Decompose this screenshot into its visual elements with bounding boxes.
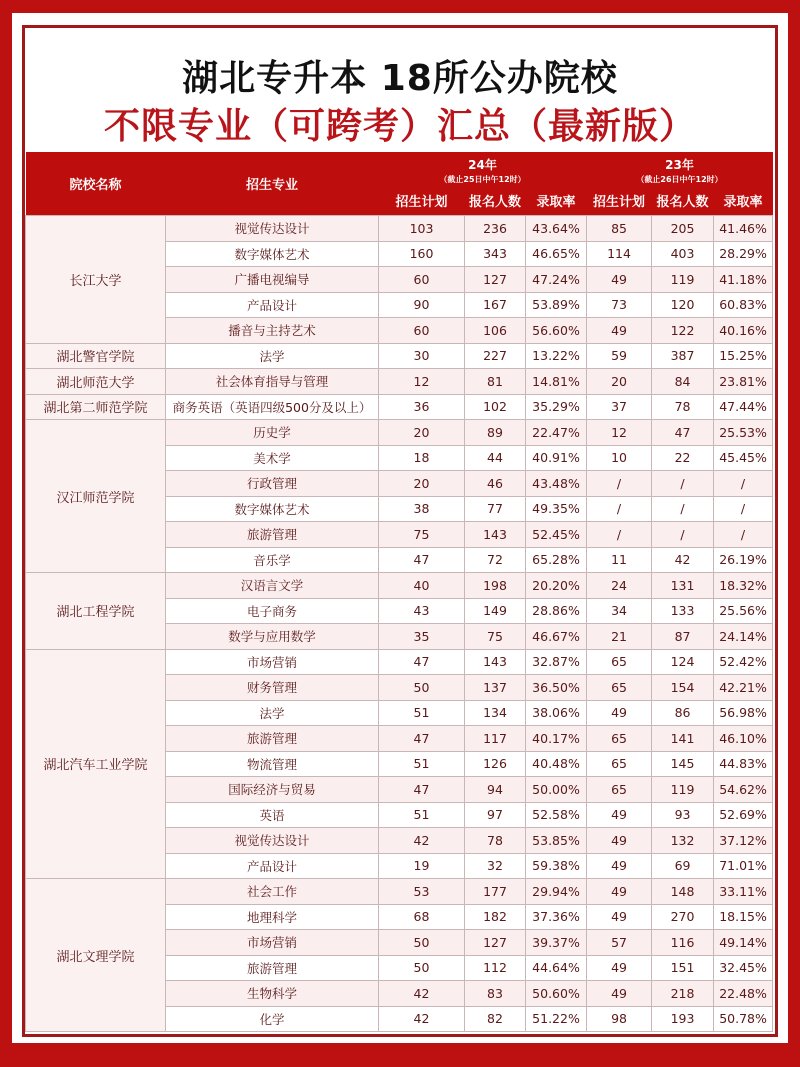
rate-23-cell: 23.81% <box>714 369 773 395</box>
applicants-24-cell: 102 <box>465 394 526 420</box>
major-cell: 物流管理 <box>166 751 379 777</box>
applicants-24-cell: 117 <box>465 726 526 752</box>
rate-23-cell: 45.45% <box>714 445 773 471</box>
rate-23-cell: / <box>714 522 773 548</box>
plan-24-cell: 20 <box>379 471 465 497</box>
applicants-23-cell: 78 <box>652 394 714 420</box>
rate-23-cell: 40.16% <box>714 318 773 344</box>
major-cell: 美术学 <box>166 445 379 471</box>
rate-23-cell: 18.15% <box>714 904 773 930</box>
rate-23-cell: 41.46% <box>714 216 773 242</box>
applicants-24-cell: 167 <box>465 292 526 318</box>
page-title: 湖北专升本 18所公办院校 <box>182 58 618 99</box>
major-cell: 法学 <box>166 343 379 369</box>
applicants-24-cell: 94 <box>465 777 526 803</box>
applicants-23-cell: 87 <box>652 624 714 650</box>
major-cell: 产品设计 <box>166 292 379 318</box>
table-row <box>26 369 773 395</box>
rate-24-cell: 43.64% <box>526 216 587 242</box>
major-cell: 广播电视编导 <box>166 267 379 293</box>
applicants-23-cell: 205 <box>652 216 714 242</box>
major-cell: 国际经济与贸易 <box>166 777 379 803</box>
rate-24-cell: 40.17% <box>526 726 587 752</box>
rate-24-cell: 39.37% <box>526 930 587 956</box>
poster-frame <box>22 25 778 1037</box>
major-cell: 汉语言文学 <box>166 573 379 599</box>
rate-23-cell: 44.83% <box>714 751 773 777</box>
rate-24-cell: 49.35% <box>526 496 587 522</box>
plan-23-cell: 57 <box>587 930 652 956</box>
applicants-23-cell: 86 <box>652 700 714 726</box>
applicants-23-cell: 132 <box>652 828 714 854</box>
plan-23-cell: 49 <box>587 318 652 344</box>
applicants-23-cell: 193 <box>652 1006 714 1032</box>
applicants-24-cell: 182 <box>465 904 526 930</box>
rate-23-cell: 15.25% <box>714 343 773 369</box>
major-cell: 音乐学 <box>166 547 379 573</box>
plan-23-cell: 65 <box>587 726 652 752</box>
school-name-cell: 湖北师范大学 <box>26 369 166 395</box>
rate-24-cell: 40.91% <box>526 445 587 471</box>
applicants-24-cell: 112 <box>465 955 526 981</box>
plan-24-cell: 20 <box>379 420 465 446</box>
rate-24-cell: 52.45% <box>526 522 587 548</box>
applicants-23-cell: 218 <box>652 981 714 1007</box>
applicants-23-cell: / <box>652 471 714 497</box>
rate-23-cell: 56.98% <box>714 700 773 726</box>
header-plan-23: 招生计划 <box>587 185 652 216</box>
plan-23-cell: 65 <box>587 649 652 675</box>
applicants-24-cell: 75 <box>465 624 526 650</box>
rate-23-cell: / <box>714 496 773 522</box>
plan-23-cell: 37 <box>587 394 652 420</box>
applicants-23-cell: 122 <box>652 318 714 344</box>
major-cell: 化学 <box>166 1006 379 1032</box>
major-cell: 市场营销 <box>166 649 379 675</box>
rate-23-cell: 32.45% <box>714 955 773 981</box>
rate-24-cell: 44.64% <box>526 955 587 981</box>
applicants-23-cell: 47 <box>652 420 714 446</box>
applicants-24-cell: 89 <box>465 420 526 446</box>
applicants-24-cell: 127 <box>465 267 526 293</box>
applicants-24-cell: 143 <box>465 522 526 548</box>
applicants-23-cell: 145 <box>652 751 714 777</box>
header-rate-23: 录取率 <box>714 185 773 216</box>
major-cell: 历史学 <box>166 420 379 446</box>
major-cell: 视觉传达设计 <box>166 216 379 242</box>
rate-23-cell: 41.18% <box>714 267 773 293</box>
applicants-23-cell: 270 <box>652 904 714 930</box>
plan-23-cell: 65 <box>587 777 652 803</box>
plan-23-cell: 59 <box>587 343 652 369</box>
applicants-23-cell: 387 <box>652 343 714 369</box>
table-row <box>26 420 773 446</box>
plan-24-cell: 12 <box>379 369 465 395</box>
rate-23-cell: 24.14% <box>714 624 773 650</box>
table-row <box>26 649 773 675</box>
plan-24-cell: 30 <box>379 343 465 369</box>
plan-23-cell: 24 <box>587 573 652 599</box>
plan-24-cell: 51 <box>379 751 465 777</box>
applicants-24-cell: 81 <box>465 369 526 395</box>
major-cell: 财务管理 <box>166 675 379 701</box>
major-cell: 产品设计 <box>166 853 379 879</box>
plan-23-cell: 49 <box>587 981 652 1007</box>
applicants-23-cell: 22 <box>652 445 714 471</box>
applicants-24-cell: 82 <box>465 1006 526 1032</box>
rate-23-cell: 25.53% <box>714 420 773 446</box>
applicants-23-cell: 124 <box>652 649 714 675</box>
rate-24-cell: 65.28% <box>526 547 587 573</box>
applicants-23-cell: 120 <box>652 292 714 318</box>
plan-24-cell: 40 <box>379 573 465 599</box>
plan-24-cell: 42 <box>379 981 465 1007</box>
major-cell: 社会工作 <box>166 879 379 905</box>
rate-24-cell: 32.87% <box>526 649 587 675</box>
applicants-24-cell: 236 <box>465 216 526 242</box>
table-row <box>26 879 773 905</box>
applicants-24-cell: 134 <box>465 700 526 726</box>
table-body <box>26 216 773 1032</box>
plan-24-cell: 50 <box>379 930 465 956</box>
applicants-23-cell: 154 <box>652 675 714 701</box>
plan-23-cell: 98 <box>587 1006 652 1032</box>
plan-23-cell: 20 <box>587 369 652 395</box>
plan-23-cell: 49 <box>587 853 652 879</box>
applicants-24-cell: 83 <box>465 981 526 1007</box>
plan-24-cell: 90 <box>379 292 465 318</box>
rate-23-cell: 18.32% <box>714 573 773 599</box>
applicants-24-cell: 126 <box>465 751 526 777</box>
applicants-23-cell: 119 <box>652 267 714 293</box>
plan-23-cell: / <box>587 496 652 522</box>
applicants-23-cell: 119 <box>652 777 714 803</box>
applicants-24-cell: 177 <box>465 879 526 905</box>
rate-23-cell: 46.10% <box>714 726 773 752</box>
poster-sheet <box>12 13 788 1043</box>
plan-23-cell: 49 <box>587 828 652 854</box>
plan-23-cell: 65 <box>587 751 652 777</box>
applicants-24-cell: 44 <box>465 445 526 471</box>
major-cell: 社会体育指导与管理 <box>166 369 379 395</box>
applicants-24-cell: 32 <box>465 853 526 879</box>
applicants-23-cell: 116 <box>652 930 714 956</box>
rate-23-cell: 26.19% <box>714 547 773 573</box>
rate-24-cell: 56.60% <box>526 318 587 344</box>
plan-24-cell: 42 <box>379 1006 465 1032</box>
plan-24-cell: 75 <box>379 522 465 548</box>
plan-24-cell: 35 <box>379 624 465 650</box>
applicants-24-cell: 343 <box>465 241 526 267</box>
rate-24-cell: 52.58% <box>526 802 587 828</box>
school-name-cell: 湖北警官学院 <box>26 343 166 369</box>
rate-23-cell: 71.01% <box>714 853 773 879</box>
applicants-23-cell: 133 <box>652 598 714 624</box>
rate-23-cell: 25.56% <box>714 598 773 624</box>
header-applicants-23: 报名人数 <box>652 185 714 216</box>
plan-24-cell: 51 <box>379 700 465 726</box>
header-rate-24: 录取率 <box>526 185 587 216</box>
plan-23-cell: 65 <box>587 675 652 701</box>
major-cell: 播音与主持艺术 <box>166 318 379 344</box>
plan-24-cell: 60 <box>379 318 465 344</box>
major-cell: 视觉传达设计 <box>166 828 379 854</box>
applicants-23-cell: 131 <box>652 573 714 599</box>
applicants-24-cell: 143 <box>465 649 526 675</box>
header-year-23-note: （截止26日中午12时） <box>587 173 773 185</box>
rate-23-cell: 60.83% <box>714 292 773 318</box>
applicants-23-cell: 141 <box>652 726 714 752</box>
header-year-24: 24年 <box>379 152 587 173</box>
rate-24-cell: 47.24% <box>526 267 587 293</box>
rate-24-cell: 50.00% <box>526 777 587 803</box>
rate-24-cell: 22.47% <box>526 420 587 446</box>
header-major: 招生专业 <box>166 152 379 216</box>
rate-23-cell: 50.78% <box>714 1006 773 1032</box>
header-year-23: 23年 <box>587 152 773 173</box>
page-subtitle: 不限专业（可跨考）汇总（最新版） <box>103 106 696 147</box>
applicants-24-cell: 198 <box>465 573 526 599</box>
plan-23-cell: 12 <box>587 420 652 446</box>
rate-24-cell: 40.48% <box>526 751 587 777</box>
rate-23-cell: 47.44% <box>714 394 773 420</box>
plan-23-cell: 34 <box>587 598 652 624</box>
school-name-cell: 汉江师范学院 <box>26 420 166 573</box>
plan-23-cell: 49 <box>587 904 652 930</box>
rate-24-cell: 46.67% <box>526 624 587 650</box>
plan-24-cell: 103 <box>379 216 465 242</box>
plan-23-cell: 49 <box>587 267 652 293</box>
rate-24-cell: 28.86% <box>526 598 587 624</box>
plan-23-cell: 49 <box>587 802 652 828</box>
major-cell: 生物科学 <box>166 981 379 1007</box>
rate-23-cell: / <box>714 471 773 497</box>
major-cell: 数字媒体艺术 <box>166 241 379 267</box>
plan-24-cell: 19 <box>379 853 465 879</box>
rate-23-cell: 33.11% <box>714 879 773 905</box>
plan-24-cell: 47 <box>379 649 465 675</box>
plan-23-cell: 21 <box>587 624 652 650</box>
rate-24-cell: 20.20% <box>526 573 587 599</box>
applicants-24-cell: 46 <box>465 471 526 497</box>
major-cell: 地理科学 <box>166 904 379 930</box>
rate-24-cell: 59.38% <box>526 853 587 879</box>
applicants-23-cell: / <box>652 496 714 522</box>
applicants-23-cell: 93 <box>652 802 714 828</box>
rate-24-cell: 53.85% <box>526 828 587 854</box>
plan-23-cell: 85 <box>587 216 652 242</box>
major-cell: 旅游管理 <box>166 955 379 981</box>
major-cell: 数学与应用数学 <box>166 624 379 650</box>
applicants-23-cell: 42 <box>652 547 714 573</box>
plan-24-cell: 47 <box>379 547 465 573</box>
plan-23-cell: 114 <box>587 241 652 267</box>
plan-24-cell: 47 <box>379 726 465 752</box>
plan-24-cell: 36 <box>379 394 465 420</box>
rate-24-cell: 50.60% <box>526 981 587 1007</box>
plan-23-cell: 73 <box>587 292 652 318</box>
rate-24-cell: 36.50% <box>526 675 587 701</box>
header-plan-24: 招生计划 <box>379 185 465 216</box>
rate-23-cell: 42.21% <box>714 675 773 701</box>
header-school: 院校名称 <box>26 152 166 216</box>
applicants-23-cell: 403 <box>652 241 714 267</box>
major-cell: 旅游管理 <box>166 726 379 752</box>
school-name-cell: 湖北汽车工业学院 <box>26 649 166 879</box>
major-cell: 市场营销 <box>166 930 379 956</box>
applicants-23-cell: / <box>652 522 714 548</box>
header-year-24-note: （截止25日中午12时） <box>379 173 587 185</box>
plan-24-cell: 43 <box>379 598 465 624</box>
major-cell: 法学 <box>166 700 379 726</box>
table-row <box>26 394 773 420</box>
table-row <box>26 216 773 242</box>
school-name-cell: 湖北文理学院 <box>26 879 166 1032</box>
applicants-24-cell: 97 <box>465 802 526 828</box>
major-cell: 旅游管理 <box>166 522 379 548</box>
plan-24-cell: 50 <box>379 955 465 981</box>
rate-23-cell: 54.62% <box>714 777 773 803</box>
plan-24-cell: 53 <box>379 879 465 905</box>
applicants-24-cell: 78 <box>465 828 526 854</box>
plan-24-cell: 160 <box>379 241 465 267</box>
plan-24-cell: 68 <box>379 904 465 930</box>
table-row <box>26 573 773 599</box>
rate-24-cell: 14.81% <box>526 369 587 395</box>
applicants-24-cell: 227 <box>465 343 526 369</box>
rate-23-cell: 37.12% <box>714 828 773 854</box>
major-cell: 行政管理 <box>166 471 379 497</box>
rate-24-cell: 29.94% <box>526 879 587 905</box>
rate-23-cell: 49.14% <box>714 930 773 956</box>
rate-23-cell: 22.48% <box>714 981 773 1007</box>
table-row <box>26 343 773 369</box>
plan-24-cell: 60 <box>379 267 465 293</box>
major-cell: 英语 <box>166 802 379 828</box>
rate-23-cell: 28.29% <box>714 241 773 267</box>
school-name-cell: 湖北第二师范学院 <box>26 394 166 420</box>
rate-24-cell: 46.65% <box>526 241 587 267</box>
plan-23-cell: 49 <box>587 879 652 905</box>
plan-24-cell: 50 <box>379 675 465 701</box>
plan-23-cell: 49 <box>587 700 652 726</box>
major-cell: 电子商务 <box>166 598 379 624</box>
plan-23-cell: / <box>587 522 652 548</box>
rate-24-cell: 37.36% <box>526 904 587 930</box>
applicants-24-cell: 106 <box>465 318 526 344</box>
applicants-24-cell: 127 <box>465 930 526 956</box>
applicants-23-cell: 84 <box>652 369 714 395</box>
rate-24-cell: 35.29% <box>526 394 587 420</box>
plan-24-cell: 47 <box>379 777 465 803</box>
rate-24-cell: 51.22% <box>526 1006 587 1032</box>
plan-24-cell: 38 <box>379 496 465 522</box>
plan-23-cell: 10 <box>587 445 652 471</box>
plan-23-cell: 49 <box>587 955 652 981</box>
rate-24-cell: 43.48% <box>526 471 587 497</box>
applicants-24-cell: 72 <box>465 547 526 573</box>
rate-24-cell: 38.06% <box>526 700 587 726</box>
applicants-23-cell: 148 <box>652 879 714 905</box>
applicants-24-cell: 77 <box>465 496 526 522</box>
applicants-23-cell: 69 <box>652 853 714 879</box>
applicants-24-cell: 137 <box>465 675 526 701</box>
plan-23-cell: / <box>587 471 652 497</box>
rate-24-cell: 13.22% <box>526 343 587 369</box>
admissions-table <box>25 152 773 1032</box>
school-name-cell: 湖北工程学院 <box>26 573 166 650</box>
school-name-cell: 长江大学 <box>26 216 166 344</box>
rate-24-cell: 53.89% <box>526 292 587 318</box>
rate-23-cell: 52.42% <box>714 649 773 675</box>
major-cell: 数字媒体艺术 <box>166 496 379 522</box>
plan-24-cell: 42 <box>379 828 465 854</box>
major-cell: 商务英语（英语四级500分及以上） <box>166 394 379 420</box>
applicants-24-cell: 149 <box>465 598 526 624</box>
plan-23-cell: 11 <box>587 547 652 573</box>
rate-23-cell: 52.69% <box>714 802 773 828</box>
applicants-23-cell: 151 <box>652 955 714 981</box>
plan-24-cell: 51 <box>379 802 465 828</box>
plan-24-cell: 18 <box>379 445 465 471</box>
header-applicants-24: 报名人数 <box>465 185 526 216</box>
